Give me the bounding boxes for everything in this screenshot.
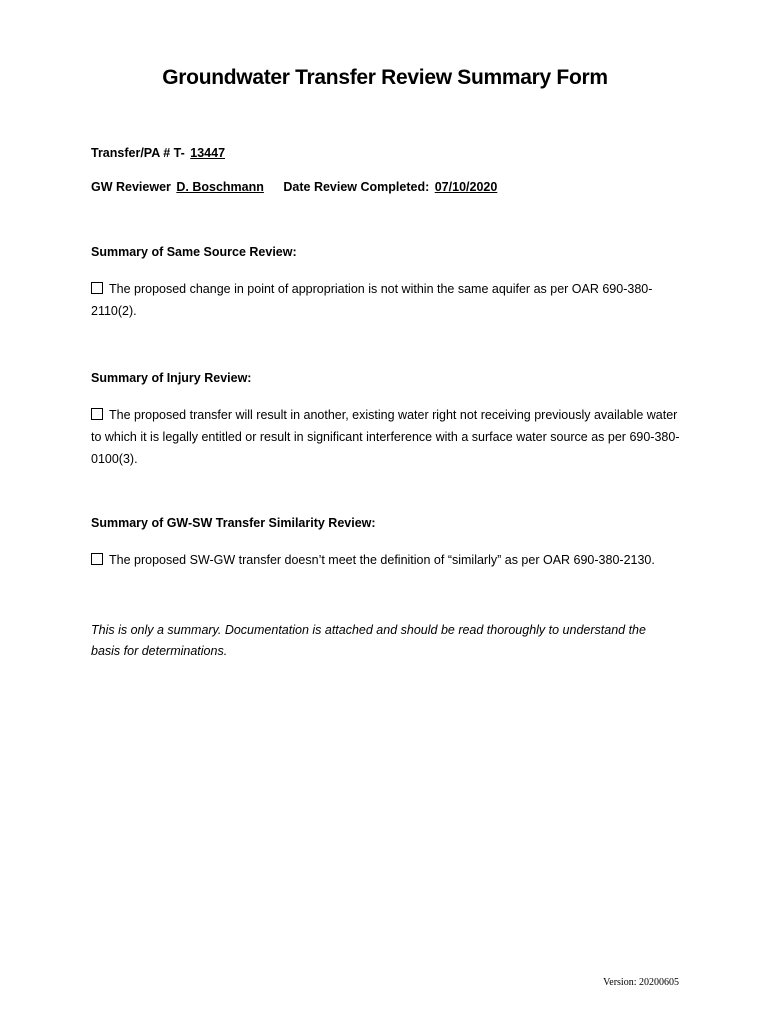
same-source-text: The proposed change in point of appropriation is not within the same aquifer as per OAR 690-380-2110(2).	[91, 282, 653, 318]
reviewer-name-field[interactable]: D. Boschmann	[176, 180, 264, 194]
page-title: Groundwater Transfer Review Summary Form	[162, 66, 608, 89]
similarity-text: The proposed SW-GW transfer doesn’t meet the definition of “similarly” as per OAR 690-380-2130.	[109, 553, 655, 567]
version-label: Version: 20200605	[603, 977, 679, 988]
similarity-checkbox[interactable]	[91, 553, 103, 565]
same-source-checkbox[interactable]	[91, 282, 103, 294]
similarity-item	[91, 549, 681, 571]
same-source-heading: Summary of Same Source Review:	[91, 245, 297, 259]
transfer-number-field[interactable]: 13447	[190, 146, 226, 160]
similarity-heading: Summary of GW-SW Transfer Similarity Review:	[91, 516, 376, 530]
injury-checkbox[interactable]	[91, 408, 103, 420]
same-source-item	[91, 278, 681, 322]
reviewer-label: GW Reviewer	[91, 180, 171, 194]
injury-heading: Summary of Injury Review:	[91, 371, 252, 385]
transfer-label: Transfer/PA # T-	[91, 146, 185, 160]
summary-note: This is only a summary. Documentation is attached and should be read thoroughly to understand the basis for determinations.	[91, 623, 646, 658]
date-completed-field[interactable]: 07/10/2020	[434, 180, 498, 194]
injury-text: The proposed transfer will result in another, existing water right not receiving previously available water to which it is legally entitled or result in significant interference with a surface water source as per 690-380-0100(3).	[91, 408, 680, 466]
date-label: Date Review Completed:	[283, 180, 430, 194]
transfer-number-line	[91, 146, 227, 160]
injury-item	[91, 404, 681, 470]
reviewer-line	[91, 180, 499, 194]
